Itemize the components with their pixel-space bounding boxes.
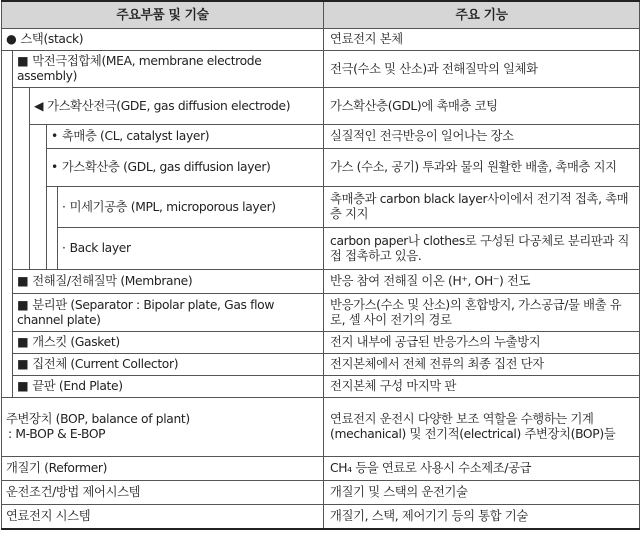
square-bullet-icon: ■: [17, 335, 29, 349]
table-header-row: [2, 1, 640, 29]
square-bullet-icon: ■: [17, 54, 29, 68]
component-cell: ■ 전해질/전해질막 (Membrane): [13, 270, 324, 294]
table-row: [2, 187, 640, 228]
table-row: [2, 332, 640, 354]
square-bullet-icon: ■: [17, 357, 29, 371]
table-row: [2, 481, 640, 505]
table-row: [2, 29, 640, 51]
function-cell: 전지 내부에 공급된 반응가스의 누출방지: [324, 332, 640, 354]
bullet-icon: ●: [6, 32, 17, 46]
function-cell: CH₄ 등을 연료로 사용시 수소제조/공급: [324, 457, 640, 481]
triangle-left-icon: ◀: [34, 98, 44, 113]
function-cell: 반응 참여 전해질 이온 (H⁺, OH⁻) 전도: [324, 270, 640, 294]
table-row: [2, 505, 640, 529]
component-cell: · Back layer: [58, 228, 324, 270]
table-row: [2, 88, 640, 125]
square-bullet-icon: ■: [17, 379, 29, 393]
component-cell: • 가스확산층 (GDL, gas diffusion layer): [47, 149, 324, 187]
component-cell: · 미세기공층 (MPL, microporous layer): [58, 187, 324, 228]
function-cell: 실질적인 전극반응이 일어나는 장소: [324, 125, 640, 149]
function-cell: 가스 (수소, 공기) 투과와 물의 원활한 배출, 촉매층 지지: [324, 149, 640, 187]
middle-dot-icon: ·: [62, 199, 66, 214]
component-cell: 연료전지 시스템: [2, 505, 324, 529]
component-cell: ■ 개스킷 (Gasket): [13, 332, 324, 354]
dot-bullet-icon: •: [51, 160, 58, 174]
table-row: [2, 294, 640, 332]
function-cell: 개질기, 스택, 제어기기 등의 통합 기술: [324, 505, 640, 529]
component-cell: 주변장치 (BOP, balance of plant) : M-BOP & E-BOP: [2, 398, 324, 457]
function-cell: carbon paper나 clothes로 구성된 다공체로 분리판과 직접 접촉하고 있음.: [324, 228, 640, 270]
header-component: 주요부품 및 기술: [2, 1, 324, 29]
table-row: [2, 51, 640, 88]
dot-bullet-icon: •: [51, 129, 58, 143]
component-cell: ● 스택(stack): [2, 29, 324, 51]
table-row: [2, 228, 640, 270]
table-row: [2, 457, 640, 481]
component-cell: ■ 집전체 (Current Collector): [13, 354, 324, 376]
component-cell: • 촉매층 (CL, catalyst layer): [47, 125, 324, 149]
function-cell: 연료전지 본체: [324, 29, 640, 51]
table-row: [2, 398, 640, 457]
table-row: [2, 270, 640, 294]
square-bullet-icon: ■: [17, 297, 29, 312]
function-cell: 연료전지 운전시 다양한 보조 역할을 수행하는 기계(mechanical) 및 전기적(electrical) 주변장치(BOP)들: [324, 398, 640, 457]
table-row: [2, 125, 640, 149]
header-function: 주요 기능: [324, 1, 640, 29]
function-cell: 촉매층과 carbon black layer사이에서 전기적 접촉, 촉매층 지지: [324, 187, 640, 228]
middle-dot-icon: ·: [62, 241, 66, 255]
component-cell: ■ 끝판 (End Plate): [13, 376, 324, 398]
square-bullet-icon: ■: [17, 274, 29, 288]
component-cell: ■ 분리판 (Separator : Bipolar plate, Gas flow channel plate): [13, 294, 324, 332]
function-cell: 가스확산층(GDL)에 촉매층 코팅: [324, 88, 640, 125]
components-table: [1, 0, 640, 530]
component-cell: 개질기 (Reformer): [2, 457, 324, 481]
table-row: [2, 376, 640, 398]
function-cell: 개질기 및 스택의 운전기술: [324, 481, 640, 505]
function-cell: 전지본체에서 전체 전류의 최종 집전 단자: [324, 354, 640, 376]
component-cell: 운전조건/방법 제어시스템: [2, 481, 324, 505]
component-cell: ■ 막전극접합체(MEA, membrane electrode assembly): [13, 51, 324, 88]
function-cell: 전지본체 구성 마지막 판: [324, 376, 640, 398]
table-row: [2, 354, 640, 376]
function-cell: 반응가스(수소 및 산소)의 혼합방지, 가스공급/물 배출 유로, 셀 사이 전기의 경로: [324, 294, 640, 332]
component-cell: ◀ 가스확산전극(GDE, gas diffusion electrode): [30, 88, 324, 125]
function-cell: 전극(수소 및 산소)과 전해질막의 일체화: [324, 51, 640, 88]
table-row: [2, 149, 640, 187]
